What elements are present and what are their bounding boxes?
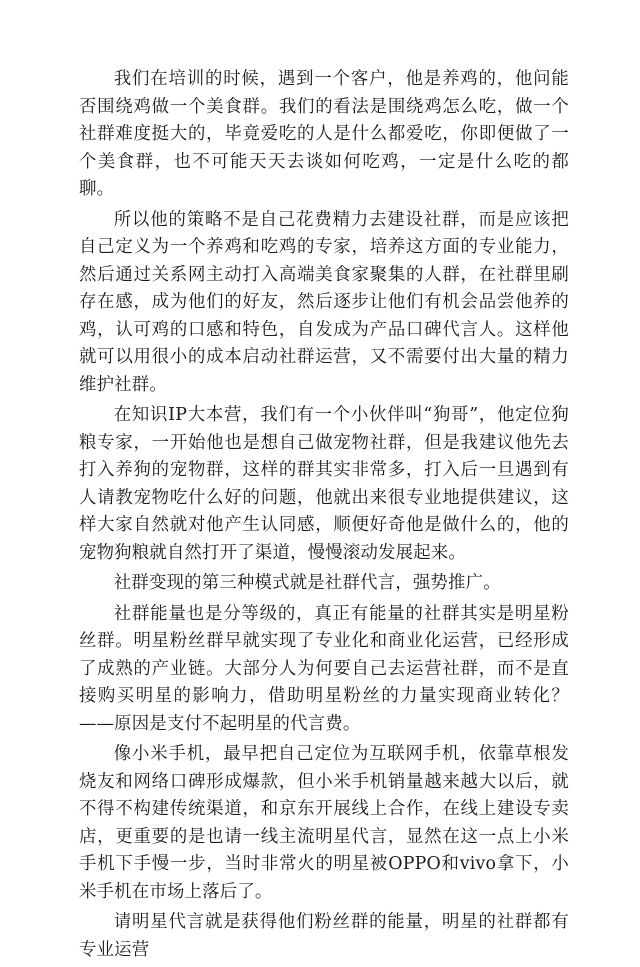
paragraph-2: 所以他的策略不是自己花费精力去建设社群，而是应该把自己定义为一个养鸡和吃鸡的专家，培养这方面的专业能力，然后通过关系网主动打入高端美食家聚集的人群，在社群里刷存在感，成为他们的好友，然后逐步让他们有机会品尝他养的鸡，认可鸡的口感和特色，自发成为产品口碑代言人。这样他就可以用很小的成本启动社群运营，又不需要付出大量的精力维护社群。 [79, 209, 569, 395]
paragraph-7: 请明星代言就是获得他们粉丝群的能量，明星的社群都有专业运营 [79, 912, 569, 960]
paragraph-6: 像小米手机，最早把自己定位为互联网手机，依靠草根发烧友和网络口碑形成爆款，但小米手机销量越来越大以后，就不得不构建传统渠道，和京东开展线上合作，在线上建设专卖店，更重要的是也请一线主流明星代言，显然在这一点上小米手机下手慢一步，当时非常火的明星被OPPO和vivo拿下，小米手机在市场上落后了。 [79, 744, 569, 902]
article-body [79, 66, 569, 967]
paragraph-4: 社群变现的第三种模式就是社群代言，强势推广。 [113, 573, 501, 593]
paragraph-3: 在知识IP大本营，我们有一个小伙伴叫“狗哥”，他定位狗粮专家，一开始他也是想自己做宠物社群，但是我建议他先去打入养狗的宠物群，这样的群其实非常多，打入后一旦遇到有人请教宠物吃什么好的问题，他就出来很专业地提供建议，这样大家自然就对他产生认同感，顺便好奇他是做什么的，他的宠物狗粮就自然打开了渠道，慢慢滚动发展起来。 [79, 405, 569, 563]
paragraph-5: 社群能量也是分等级的，真正有能量的社群其实是明星粉丝群。明星粉丝群早就实现了专业化和商业化运营，已经形成了成熟的产业链。大部分人为何要自己去运营社群，而不是直接购买明星的影响力，借助明星粉丝的力量实现商业转化？——原因是支付不起明星的代言费。 [79, 603, 569, 734]
paragraph-1: 我们在培训的时候，遇到一个客户，他是养鸡的，他问能否围绕鸡做一个美食群。我们的看法是围绕鸡怎么吃，做一个社群难度挺大的，毕竟爱吃的人是什么都爱吃，你即便做了一个美食群，也不可能天天去谈如何吃鸡，一定是什么吃的都聊。 [79, 69, 569, 199]
